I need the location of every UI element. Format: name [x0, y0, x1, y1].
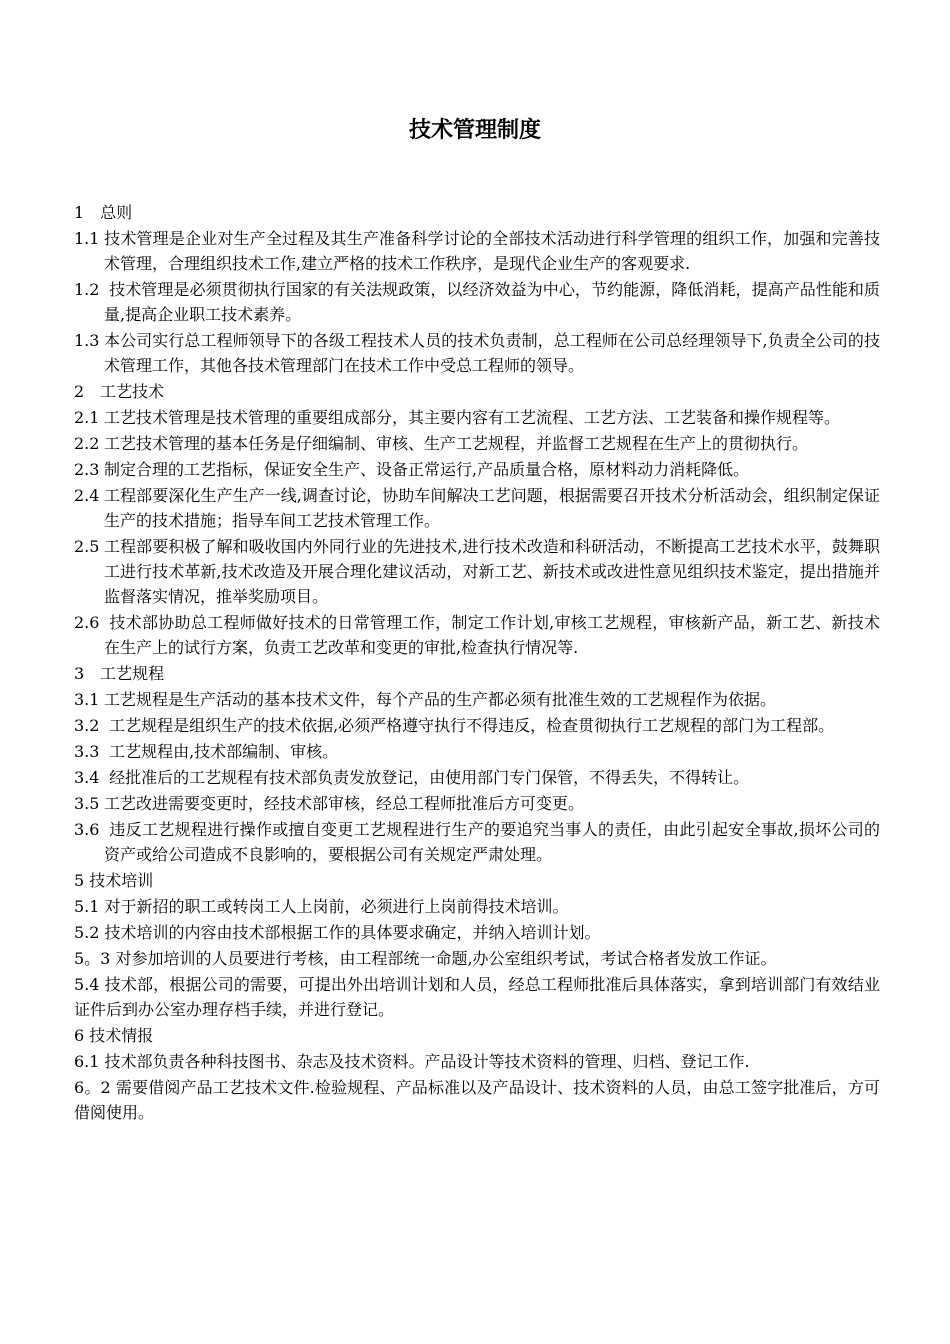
clause-item [74, 765, 880, 790]
clause-item [74, 328, 880, 378]
paragraph: 5.4 技术部，根据公司的需要，可提出外出培训计划和人员，经总工程师批准后具体落实，拿到培训部门有效结业证件后到办公室办理存档手续，并进行登记。 [74, 975, 880, 1019]
document-body [74, 200, 880, 1126]
section-heading: 6 技术情报 [74, 1026, 154, 1045]
clause-text: 工艺技术管理是技术管理的重要组成部分，其主要内容有工艺流程、工艺方法、工艺装备和操作规程等。 [104, 408, 841, 427]
clause-item [74, 610, 880, 660]
clause-number: 3.2 [74, 716, 100, 735]
clause-number: 2.1 [74, 408, 100, 427]
clause-text: 工程部要积极了解和吸收国内外同行业的先进技术,进行技术改造和科研活动，不断提高工艺技术水平，鼓舞职工进行技术革新,技术改造及开展合理化建议活动，对新工艺、新技术或改进性意见组织技术鉴定，提出措施并监督落实情况，推举奖励项目。 [104, 537, 880, 606]
clause-number: 2.2 [74, 434, 100, 453]
clause-text: 技术管理是企业对生产全过程及其生产准备科学讨论的全部技术活动进行科学管理的组织工作，加强和完善技术管理，合理组织技术工作,建立严格的技术工作秩序，是现代企业生产的客观要求. [104, 229, 880, 273]
clause-number: 3.3 [74, 742, 100, 761]
section-heading: 3 工艺规程 [74, 664, 165, 683]
paragraph: 5.1 对于新招的职工或转岗工人上岗前，必须进行上岗前得技术培训。 [74, 897, 569, 916]
section-heading: 5 技术培训 [74, 871, 154, 890]
clause-item [74, 483, 880, 533]
clause-text: 工艺规程是生产活动的基本技术文件，每个产品的生产都必须有批准生效的工艺规程作为依据。 [104, 690, 777, 709]
section-heading: 1 总则 [74, 203, 133, 222]
document-title: 技术管理制度 [408, 118, 541, 143]
clause-item [74, 687, 880, 712]
clause-item [74, 405, 880, 430]
paragraph: 6。2 需要借阅产品工艺技术文件.检验规程、产品标准以及产品设计、技术资料的人员，由总工签字批准后，方可借阅使用。 [74, 1078, 880, 1122]
clause-item [74, 226, 880, 276]
section-heading: 2 工艺技术 [74, 382, 165, 401]
clause-text: 技术部协助总工程师做好技术的日常管理工作，制定工作计划,审核工艺规程，审核新产品，新工艺、新技术在生产上的试行方案，负责工艺改革和变更的审批,检查执行情况等. [104, 613, 880, 657]
clause-text: 技术管理是必须贯彻执行国家的有关法规政策，以经济效益为中心，节约能源，降低消耗，提高产品性能和质量,提高企业职工技术素养。 [104, 280, 880, 324]
clause-number: 2.4 [74, 486, 100, 505]
clause-number: 2.6 [74, 613, 100, 632]
paragraph: 6.1 技术部负责各种科技图书、杂志及技术资料。产品设计等技术资料的管理、归档、登记工作. [74, 1052, 750, 1071]
clause-text: 工艺技术管理的基本任务是仔细编制、审核、生产工艺规程，并监督工艺规程在生产上的贯彻执行。 [104, 434, 809, 453]
clause-number: 3.6 [74, 820, 100, 839]
paragraph: 5。3 对参加培训的人员要进行考核，由工程部统一命题,办公室组织考试，考试合格者发放工作证。 [74, 949, 777, 968]
clause-number: 2.3 [74, 460, 100, 479]
clause-text: 工程部要深化生产生产一线,调查讨论，协助车间解决工艺问题，根据需要召开技术分析活动会，组织制定保证生产的技术措施；指导车间工艺技术管理工作。 [104, 486, 880, 530]
clause-item [74, 457, 880, 482]
clause-number: 3.1 [74, 690, 100, 709]
clause-item [74, 713, 880, 738]
clause-item [74, 534, 880, 609]
clause-number: 1.3 [74, 331, 100, 350]
clause-number: 2.5 [74, 537, 100, 556]
clause-number: 3.4 [74, 768, 100, 787]
clause-number: 1.1 [74, 229, 100, 248]
clause-text: 制定合理的工艺指标，保证安全生产、设备正常运行,产品质量合格，原材料动力消耗降低。 [104, 460, 750, 479]
clause-text: 违反工艺规程进行操作或擅自变更工艺规程进行生产的要追究当事人的责任，由此引起安全事故,损坏公司的资产或给公司造成不良影响的，要根据公司有关规定严肃处理。 [104, 820, 880, 864]
clause-text: 工艺改进需要变更时，经技术部审核，经总工程师批准后方可变更。 [104, 794, 585, 813]
clause-number: 3.5 [74, 794, 100, 813]
clause-item [74, 817, 880, 867]
clause-text: 工艺规程由,技术部编制、审核。 [104, 742, 339, 761]
clause-item [74, 791, 880, 816]
clause-item [74, 431, 880, 456]
clause-item [74, 739, 880, 764]
clause-text: 经批准后的工艺规程有技术部负责发放登记，由使用部门专门保管，不得丢失，不得转让。 [104, 768, 750, 787]
clause-number: 1.2 [74, 280, 100, 299]
paragraph: 5.2 技术培训的内容由技术部根据工作的具体要求确定，并纳入培训计划。 [74, 923, 601, 942]
clause-text: 工艺规程是组织生产的技术依据,必须严格遵守执行不得违反，检查贯彻执行工艺规程的部门为工程部。 [104, 716, 835, 735]
clause-text: 本公司实行总工程师领导下的各级工程技术人员的技术负责制，总工程师在公司总经理领导下,负责全公司的技术管理工作，其他各技术管理部门在技术工作中受总工程师的领导。 [104, 331, 880, 375]
clause-item [74, 277, 880, 327]
